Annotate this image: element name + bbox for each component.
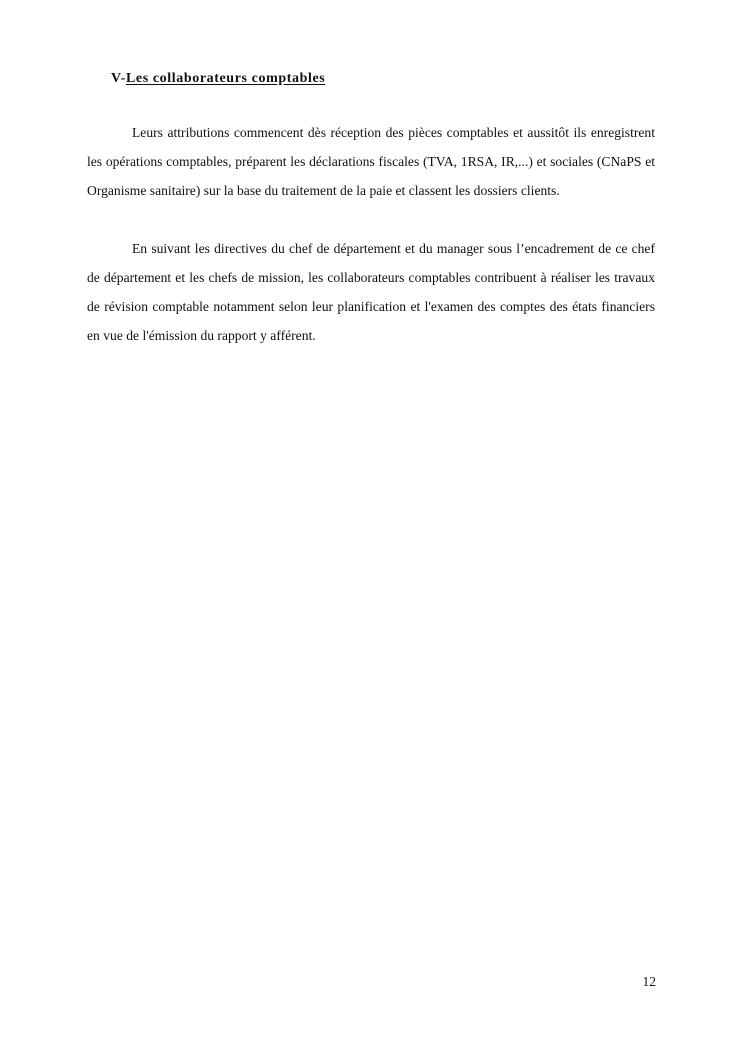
- section-title: Les collaborateurs comptables: [125, 71, 326, 86]
- section-heading: [111, 71, 325, 87]
- page-number: 12: [642, 974, 656, 989]
- paragraph-attributions: Leurs attributions commencent dès réception des pièces comptables et aussitôt ils enregistrent les opérations comptables, préparent les déclarations fiscales (TVA, 1RSA, IR,...) et sociales (CNaPS et Organisme sanitaire) sur la base du traitement de la paie et classent les dossiers clients.: [87, 125, 655, 198]
- paragraph-directives: En suivant les directives du chef de département et du manager sous l’encadrement de ce chef de département et les chefs de mission, les collaborateurs comptables contribuent à réaliser les travaux de révision comptable notamment selon leur planification et l'examen des comptes des états financiers en vue de l'émission du rapport y afférent.: [87, 241, 655, 343]
- section-number: V-: [111, 71, 126, 86]
